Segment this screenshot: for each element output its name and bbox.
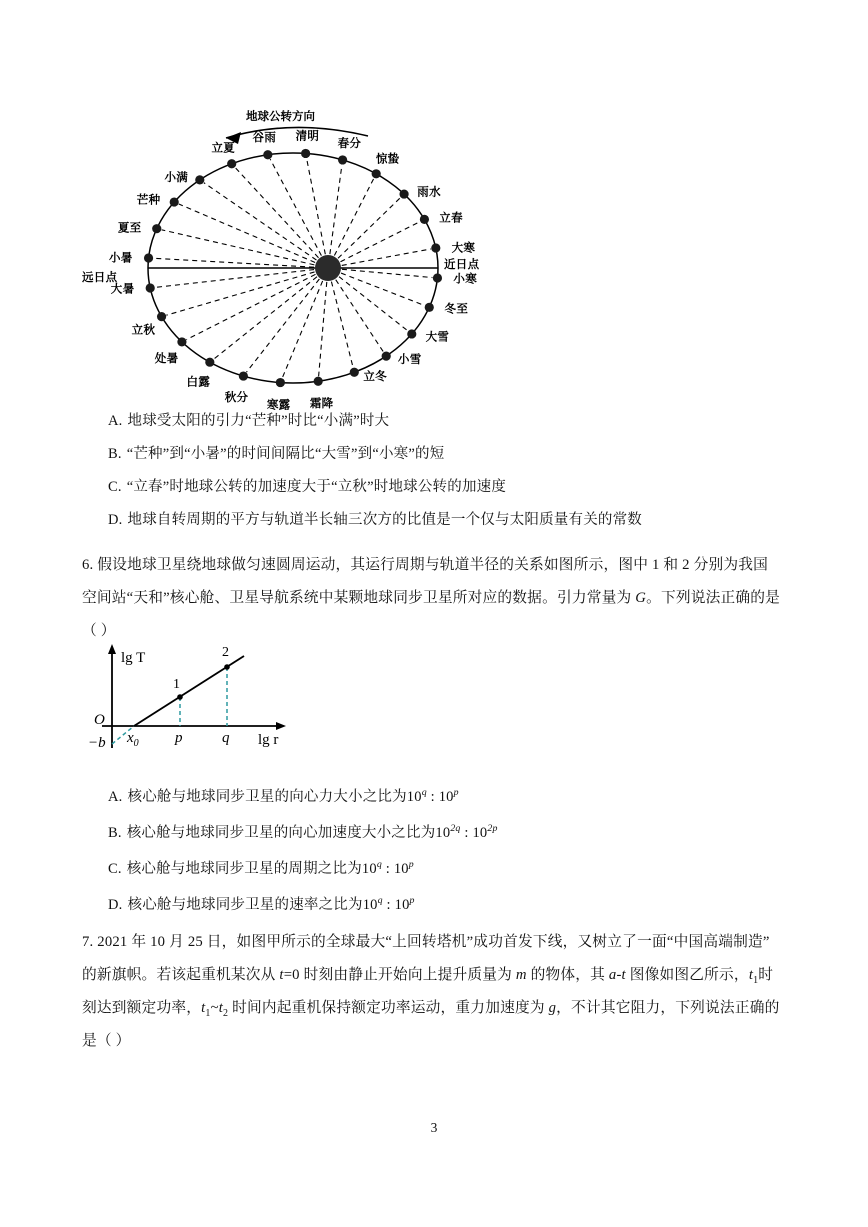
q7-symbol-t1b-sub: 1	[205, 1007, 211, 1019]
sun-ray	[342, 269, 433, 277]
solar-term-dot	[314, 377, 323, 386]
sun-ray	[336, 280, 384, 352]
y-axis-arrowhead	[108, 644, 116, 654]
q6-option-b-text: 核心舱与地球同步卫星的向心加速度大小之比为10	[126, 825, 451, 841]
solar-term-label: 小寒	[453, 271, 478, 286]
q6-option-d	[108, 893, 415, 914]
origin-label: O	[94, 712, 105, 728]
q6-option-d-mid: : 10	[382, 897, 410, 913]
q7-stem-line2	[82, 959, 773, 992]
q6-option-b	[108, 821, 498, 842]
sun-ray	[166, 272, 314, 315]
q5-option-b-label: B.	[108, 446, 122, 462]
sun-ray	[155, 270, 314, 288]
q7-stem-text2b: =0 时刻由静止开始向上提升质量为	[283, 967, 516, 983]
point2-label: 2	[222, 645, 229, 660]
solar-term-dot	[157, 312, 166, 321]
sun-ray	[204, 183, 317, 260]
sun-ray	[270, 159, 321, 255]
q6-option-d-exp2: p	[409, 895, 415, 907]
q6-option-c	[108, 857, 414, 878]
q7-stem-text1: 2021 年 10 月 25 日，如图甲所示的全球最大“上回转塔机”成功首发下线，又树立了一面“中国高端制造”	[97, 934, 770, 950]
solar-term-dot	[425, 303, 434, 312]
q7-stem-text2c: 的物体，其	[526, 967, 609, 983]
sun-ray	[307, 158, 326, 254]
q6-option-a-mid: : 10	[426, 789, 454, 805]
q5-option-b-text: “芒种”到“小暑”的时间间隔比“大雪”到“小寒”的短	[126, 446, 445, 462]
q6-stem-text1: 假设地球卫星绕地球做匀速圆周运动，其运行周期与轨道半径的关系如图所示，图中 1 和 2 分别为我国	[97, 557, 769, 573]
q6-answer-blank: （ ）	[82, 623, 116, 639]
solar-term-label: 处暑	[154, 351, 179, 366]
solar-term-dot	[431, 243, 440, 252]
q6-option-d-label: D.	[108, 897, 123, 913]
solar-term-label: 大寒	[451, 240, 476, 255]
x-axis-arrowhead	[276, 722, 286, 730]
solar-term-dot	[263, 150, 272, 159]
sun-ray	[331, 282, 353, 368]
solar-term-dot	[170, 197, 179, 206]
solar-term-label: 小雪	[397, 352, 422, 367]
q6-option-d-exp1: q	[377, 895, 383, 907]
sun-ray	[319, 282, 327, 376]
solar-term-dot	[195, 175, 204, 184]
solar-term-label: 立秋	[131, 322, 156, 337]
q6-stem-text2b: 。下列说法正确的是	[646, 590, 781, 606]
q6-option-a-text: 核心舱与地球同步卫星的向心力大小之比为10	[127, 789, 422, 805]
solar-term-label: 春分	[337, 135, 362, 150]
sun-ray	[342, 249, 431, 266]
sun-ray	[338, 198, 400, 259]
solar-term-dot	[239, 371, 248, 380]
solar-term-label: 清明	[295, 128, 320, 143]
q5-option-d	[108, 508, 642, 529]
q6-symbol-G: G	[635, 590, 647, 606]
page-number: 3	[430, 1120, 438, 1135]
solar-term-dot	[433, 273, 442, 282]
data-point-2	[224, 664, 230, 670]
q7-symbol-t1-sub: 1	[753, 974, 759, 986]
sun-ray	[334, 178, 374, 255]
q7-stem-text2a: 的新旗帜。若该起重机某次从	[82, 967, 280, 983]
q6-option-b-exp2: 2p	[487, 823, 498, 835]
solar-term-dot	[227, 159, 236, 168]
aphelion-label: 远日点	[82, 270, 118, 284]
solar-term-label: 惊蛰	[375, 151, 400, 166]
solar-term-dot	[399, 189, 408, 198]
solar-term-label: 秋分	[224, 390, 249, 405]
solar-term-labels-group	[109, 128, 477, 411]
q6-option-a-exp2: p	[453, 787, 459, 799]
sun-ray	[330, 165, 342, 254]
solar-term-label: 小满	[164, 169, 189, 184]
y-intercept-label: −b	[88, 735, 106, 751]
q7-symbol-t1b: t	[201, 1000, 206, 1016]
data-point-1	[177, 694, 183, 700]
q6-number: 6.	[82, 557, 94, 573]
q7-symbol-t2-sub: 2	[223, 1007, 229, 1019]
x0-label: $x_0$	[127, 730, 139, 749]
q5-option-a	[108, 409, 389, 430]
q7-symbol-g: g	[548, 1000, 557, 1016]
sun-ray	[246, 279, 319, 372]
q6-option-a	[108, 785, 459, 806]
q6-option-c-mid: : 10	[381, 861, 409, 877]
solar-term-dot	[372, 169, 381, 178]
q5-option-a-text: 地球受太阳的引力“芒种”时比“小满”时大	[127, 413, 390, 429]
sun-ray	[339, 277, 408, 331]
solar-term-dot	[177, 337, 186, 346]
q7-stem-text2d: 图像如图乙所示，	[625, 967, 749, 983]
q7-stem-text3a: 刻达到额定功率，	[82, 1000, 202, 1016]
orbit-svg	[78, 96, 508, 412]
q7-stem-tilde: ~	[210, 1000, 219, 1016]
q6-stem-text2a: 空间站“天和”核心舱、卫星导航系统中某颗地球同步卫星所对应的数据。引力常量为	[82, 590, 636, 606]
q6-stem-line1	[82, 549, 768, 582]
q7-stem-line3	[82, 992, 780, 1025]
q6-option-c-exp2: p	[408, 859, 414, 871]
q7-stem-text3c: 时间内起重机保持额定功率运动，重力加速度为	[228, 1000, 549, 1016]
solar-term-dot	[301, 149, 310, 158]
solar-term-label: 白露	[186, 374, 211, 389]
q7-symbol-m: m	[515, 967, 527, 983]
solar-term-label: 大暑	[110, 281, 135, 296]
solar-term-dot	[382, 351, 391, 360]
q7-stem-text3d: ，不计其它阻力，下列说法正确的	[556, 1000, 780, 1016]
sun-ray	[154, 258, 314, 267]
solar-term-label: 小暑	[108, 250, 133, 265]
q5-option-b	[108, 442, 444, 463]
solar-term-dot	[350, 368, 359, 377]
p-label: p	[175, 730, 183, 746]
q6-option-b-mid: : 10	[460, 825, 488, 841]
solar-term-label: 大雪	[425, 329, 450, 344]
solar-term-dot	[152, 224, 161, 233]
solar-term-dot	[144, 253, 153, 262]
solar-term-label: 寒露	[266, 397, 291, 412]
q5-option-a-label: A.	[108, 413, 123, 429]
q6-option-b-exp1: 2q	[450, 823, 461, 835]
q7-answer-blank: 是（ ）	[82, 1033, 131, 1049]
lgT-lgr-svg	[72, 640, 332, 760]
perihelion-label: 近日点	[444, 257, 480, 271]
q6-option-d-text: 核心舱与地球同步卫星的速率之比为10	[127, 897, 378, 913]
solar-term-label: 夏至	[117, 220, 142, 235]
solar-term-dot	[276, 378, 285, 387]
q7-number: 7.	[82, 934, 94, 950]
solar-term-dot	[338, 155, 347, 164]
x-axis-label: lg r	[258, 732, 279, 748]
sun-ray	[341, 273, 425, 305]
solar-term-dot	[205, 358, 214, 367]
sun-ray	[214, 277, 317, 359]
q7-symbol-at: a-t	[608, 967, 626, 983]
q5-option-d-label: D.	[108, 512, 123, 528]
solar-term-dot	[420, 215, 429, 224]
solar-terms-orbit-figure	[78, 96, 508, 412]
q5-option-c	[108, 475, 506, 496]
solar-term-label: 立春	[439, 210, 463, 225]
q7-symbol-t2: t	[218, 1000, 224, 1016]
solar-term-dot	[146, 283, 155, 292]
q7-symbol-t0: t	[279, 967, 284, 983]
q6-stem-line2	[82, 582, 780, 615]
y-axis-label: lg T	[121, 650, 146, 666]
sun-ray	[282, 281, 322, 378]
solar-term-label: 霜降	[309, 396, 334, 411]
solar-term-label: 立夏	[211, 140, 236, 155]
sun-icon	[315, 255, 341, 281]
q5-option-c-text: “立春”时地球公转的加速度大于“立秋”时地球公转的加速度	[126, 479, 507, 495]
solar-term-label: 雨水	[417, 184, 441, 199]
q7-stem-text2e: 时	[758, 967, 774, 983]
q6-option-a-label: A.	[108, 789, 123, 805]
q6-option-c-exp1: q	[376, 859, 382, 871]
q7-symbol-t1: t	[748, 967, 754, 983]
solar-term-dot	[407, 329, 416, 338]
q6-option-a-exp1: q	[421, 787, 427, 799]
solar-term-label: 芒种	[136, 192, 161, 207]
lgT-lgr-graph-figure	[72, 640, 332, 760]
solar-term-label: 谷雨	[252, 129, 277, 144]
q-label: q	[222, 730, 230, 746]
q6-option-c-text: 核心舱与地球同步卫星的周期之比为10	[126, 861, 377, 877]
q6-option-b-label: B.	[108, 825, 122, 841]
point1-label: 1	[173, 677, 180, 692]
q5-option-d-text: 地球自转周期的平方与轨道半长轴三次方的比值是一个仅与太阳质量有关的常数	[127, 512, 642, 528]
q6-option-c-label: C.	[108, 861, 122, 877]
sun-ray	[341, 222, 420, 262]
q5-option-c-label: C.	[108, 479, 122, 495]
solar-term-label: 冬至	[444, 301, 469, 316]
q7-stem-line1	[82, 926, 770, 959]
solar-term-label: 立冬	[363, 368, 387, 383]
revolution-direction-label: 地球公转方向	[246, 109, 315, 123]
